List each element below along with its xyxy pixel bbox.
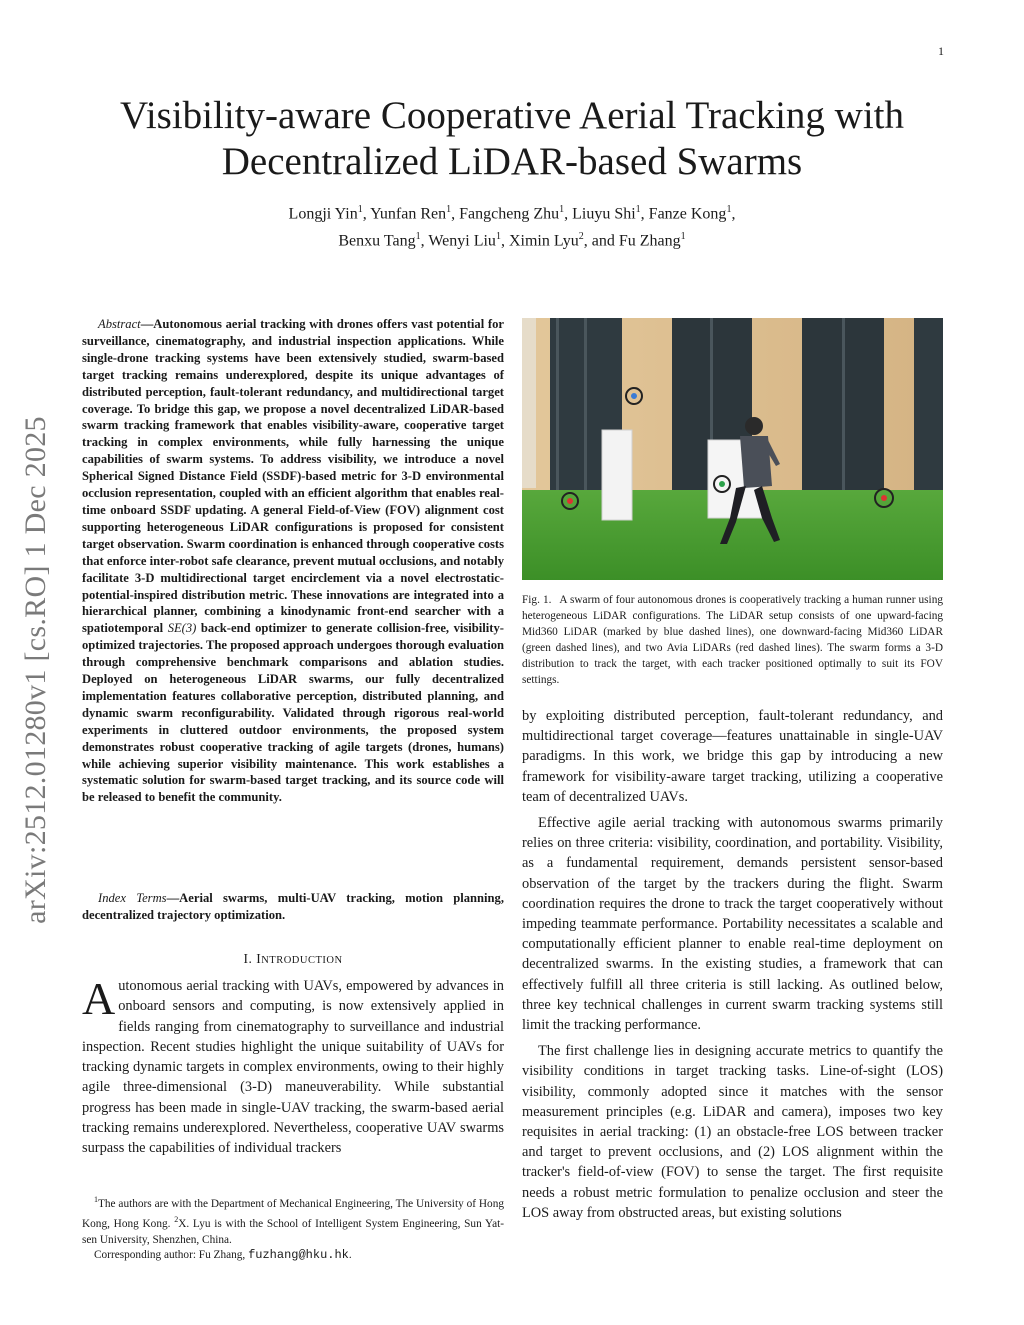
footnote-corresponding [82, 1248, 504, 1264]
pillar-left [522, 318, 536, 488]
author-affiliation-sup: 1 [680, 231, 686, 243]
right-paragraph-2: Effective agile aerial tracking with autonomous swarms primarily relies on three criteria: visibility, coordination, and portability. Visibility, as a fundamental requirement, demands persistent sensor-based observation of the target by the trackers during the flight. Swarm coordination requires the drone to track the target cooperatively without impeding teammate performance. Portability necessitates a scalable and computationally efficient planner to enable real-time deployment on decentralized swarms. In the existing studies, a framework that can effectively fulfill all three criteria is still lacking. As outlined below, three key technical challenges in current swarm tracking systems still limit the tracking performance. [522, 815, 943, 1034]
footnote-end: . [348, 1249, 352, 1262]
paper-title: Visibility-aware Cooperative Aerial Tracking with Decentralized LiDAR-based Swarms [120, 94, 904, 183]
drop-cap: A [82, 973, 116, 1024]
section-title-initial: I [256, 951, 262, 966]
author-affiliation-sup: 1 [446, 204, 452, 215]
author-name: Fangcheng Zhu [459, 205, 560, 223]
abstract-label: Abstract [98, 317, 141, 331]
author-affiliation-sup: 1 [415, 231, 421, 243]
section-title-rest: NTRODUCTION [261, 955, 343, 966]
author-list [120, 198, 904, 253]
arxiv-stamp-text: arXiv:2512.01280v1 [cs.RO] 1 Dec 2025 [19, 416, 52, 924]
author-separator: , and [583, 232, 619, 250]
right-column-body [522, 706, 943, 1223]
author-name: Benxu Tang [338, 232, 416, 250]
right-paragraph-1: by exploiting distributed perception, fault-tolerant redundancy, and multidirectional target coverage—features unattainable in single-UAV paradigms. In this work, we bridge this gap by introducing a new framework for visibility-aware target tracking, utilizing a cooperative team of decentralized UAVs. [522, 708, 943, 805]
intro-text: utonomous aerial tracking with UAVs, empowered by advances in onboard sensors and computing, is now extensively applied in fields ranging from cinematography to surveillance and industrial inspection. Recent studies highlight the unique suitability of UAVs for tracking dynamic targets in complex environments, owing to their highly agile three-dimensional (3-D) maneuverability. While substantial progress has been made in single-UAV tracking, the swarm-based aerial tracking remains underexplored. Nevertheless, cooperative UAV swarms surpass the capabilities of individual trackers [82, 978, 504, 1157]
author-separator: , [500, 232, 509, 250]
window-1-frame [556, 318, 559, 493]
footnote-text-2: X. Lyu is with the School of Intelligent System Engineering, Sun Yat-sen University, Shenzhen, China. [82, 1218, 504, 1246]
footnote-affiliations [82, 1192, 504, 1248]
author-line-2 [120, 225, 904, 252]
author-affiliation-sup: 1 [726, 204, 732, 215]
math-se3: SE(3) [167, 621, 197, 636]
author-name: Fanze Kong [648, 205, 727, 223]
index-terms-text: —Aerial swarms, multi-UAV tracking, motion planning, decentralized trajectory optimization. [82, 891, 504, 922]
footnote-text-1: The authors are with the Department of Mechanical Engineering, The University of Hong Kong, Hong Kong. [82, 1197, 504, 1231]
section-title [256, 951, 342, 966]
window-1-frame-2 [584, 318, 587, 493]
author-name: Wenyi Liu [428, 232, 496, 250]
section-numeral: I. [243, 951, 253, 966]
author-separator: , [362, 205, 371, 223]
section-heading [82, 951, 504, 967]
author-affiliation-sup: 1 [357, 204, 363, 215]
footnote [82, 1192, 504, 1264]
abstract [82, 316, 504, 806]
author-separator: , [451, 205, 460, 223]
figure-photo [522, 318, 943, 580]
abstract-text: —Autonomous aerial tracking with drones offers vast potential for surveillance, cinematography, and industrial inspection applications. While single-drone tracking systems have been extensively studied, swarm-based target tracking remains underexplored, despite its unique advantages of distributed perception, fault-tolerant redundancy, and multidirectional target coverage. To bridge this gap, we propose a novel decentralized LiDAR-based swarm tracking framework that enables visibility-aware, cooperative target tracking in complex environments, while fully harnessing the unique capabilities of swarm systems. To address visibility, we introduce a novel Spherical Signed Distance Field (SSDF)-based metric for 3-D environmental occlusion representation, coupled with an efficient algorithm that enables real-time onboard SSDF updating. A general Field-of-View (FOV) alignment cost supporting heterogeneous LiDAR configurations is proposed for consistent target observation. Swarm coordination is enhanced through cooperative costs that enforce inter-robot safe clearance, prevent mutual occlusions, and notably facilitate 3-D multidirectional target encirclement via a novel electrostatic-potential-inspired distribution metric. These innovations are integrated into a hierarchical planner, combining a kinodynamic front-end searcher with a spatiotemporal SE(3) back-end optimizer to generate collision-free, visibility-optimized trajectories. The proposed approach undergoes thorough evaluation through comprehensive benchmark comparisons and ablation studies. Deployed on heterogeneous LiDAR swarms, our fully decentralized implementation features collaborative perception, distributed planning, and dynamic swarm reconfigurability. Validated through rigorous real-world experiments in cluttered outdoor environments, the proposed system demonstrates robust cooperative tracking of agile targets (drones, humans) while achieving superior visibility maintenance. This work establishes a systematic solution for swarm-based target tracking, and its source code will be released to benefit the community. [82, 317, 504, 805]
author-name: Longji Yin [288, 205, 358, 223]
window-3-frame [842, 318, 845, 498]
window-4 [914, 318, 943, 503]
obstacle-board-left [602, 430, 632, 520]
right-paragraph-3: The first challenge lies in designing accurate metrics to quantify the visibility conditions in target tracking tasks. Line-of-sight (LOS) visibility, commonly adopted since it matches with the sensor measurement principles (e.g. LiDAR and camera), imposes two key requisites in aerial tracking: (1) an obstacle-free LOS between tracker and target to prevent occlusions, and (2) LOS alignment within the tracker's field-of-view (FOV) to sense the target. The first requisite needs a robust metric formulation to penalize occlusion and steer the LOS away from obstructed areas, but existing solutions [522, 1043, 943, 1221]
author-name: Yunfan Ren [370, 205, 447, 223]
author-affiliation-sup: 2 [578, 231, 584, 243]
index-terms [82, 890, 504, 924]
corresponding-author: Corresponding author: Fu Zhang, [94, 1249, 249, 1262]
figure-caption-text: A swarm of four autonomous drones is cooperatively tracking a human runner using heterogeneous LiDAR configurations. The LiDAR setup consists of one upward-facing Mid360 LiDAR (marked by blue dashed lines), one downward-facing Mid360 LiDAR (green dashed lines), and two Avia LiDARs (red dashed lines). The swarm forms a 3-D distribution to track the target, with each tracker positioned optimally to suit its FOV settings. [522, 594, 943, 686]
intro-paragraph [82, 973, 504, 1159]
figure-label: Fig. 1. [522, 594, 552, 606]
page-number: 1 [938, 44, 944, 58]
author-separator: , [420, 232, 429, 250]
author-affiliation-sup: 1 [495, 231, 501, 243]
author-separator: , [731, 205, 736, 223]
index-terms-label: Index Terms [98, 891, 167, 905]
figure-caption [522, 592, 943, 688]
figure-illustration [522, 318, 943, 580]
author-separator: , [564, 205, 573, 223]
author-name: Ximin Lyu [508, 232, 579, 250]
author-line-1 [120, 198, 904, 225]
author-name: Liuyu Shi [572, 205, 636, 223]
author-affiliation-sup: 1 [635, 204, 641, 215]
footnote-sup-1: 1 [94, 1195, 98, 1204]
author-affiliation-sup: 1 [559, 204, 565, 215]
author-name: Fu Zhang [618, 232, 681, 250]
footnote-sup-2: 2 [174, 1215, 179, 1225]
author-separator: , [640, 205, 649, 223]
arxiv-stamp [6, 380, 66, 960]
email-link[interactable]: fuzhang@hku.hk [248, 1248, 349, 1263]
